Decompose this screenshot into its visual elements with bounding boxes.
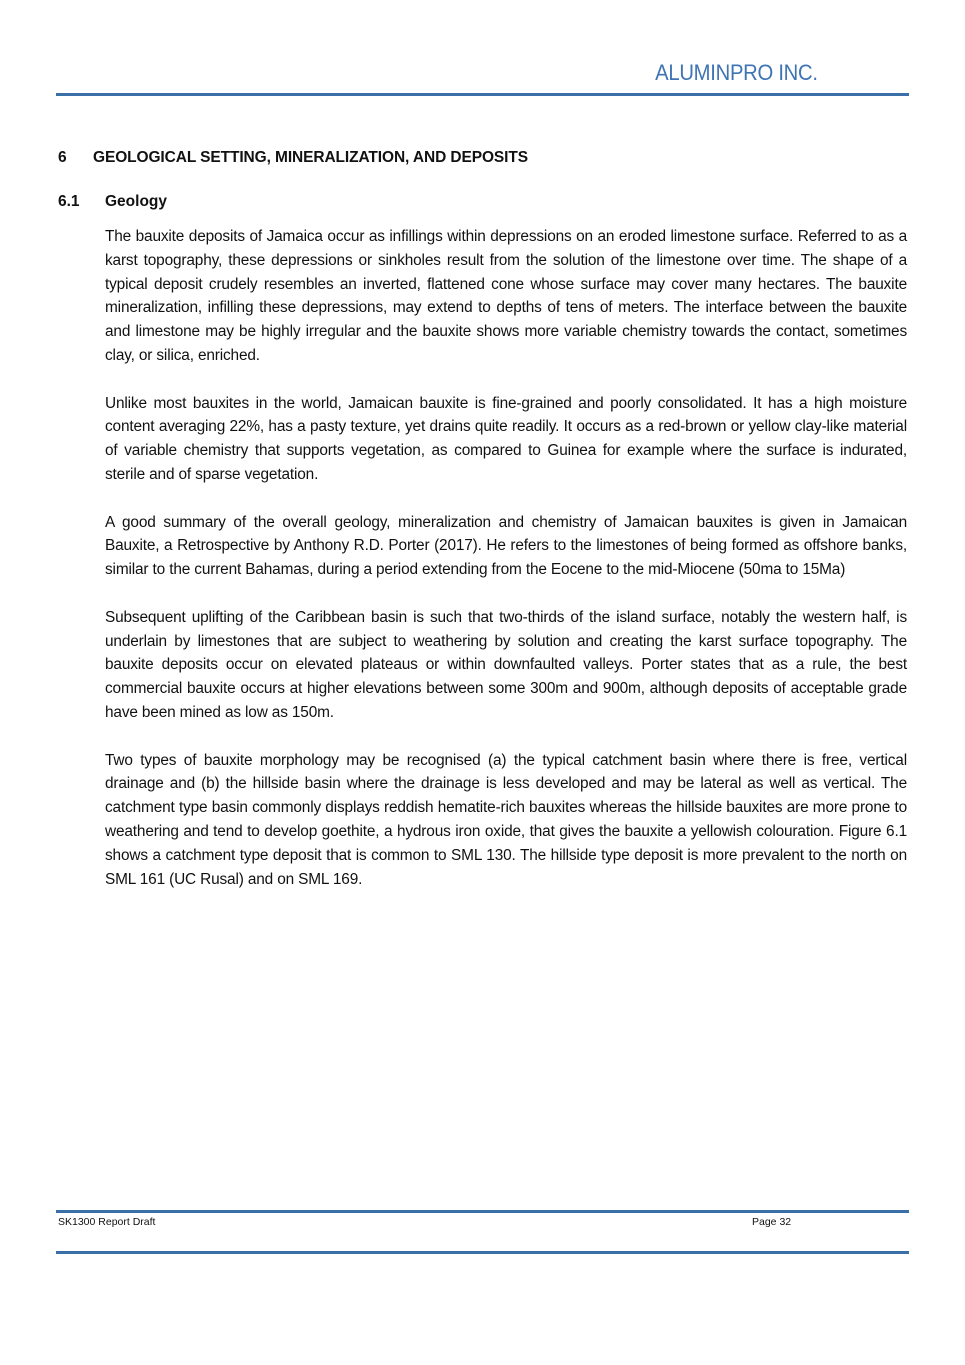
footer-page-number: Page 32 <box>752 1216 792 1228</box>
paragraph: The bauxite deposits of Jamaica occur as infillings within depressions on an eroded limestone surface. Referred to as a karst topography, these depressions or sinkholes result from the solution of the limestone over time. The shape of a typical deposit crudely resembles an inverted, flattened cone whose surface may cover many hectares. The bauxite mineralization, infilling these depressions, may extend to depths of tens of meters. The interface between the bauxite and limestone may be highly irregular and the bauxite shows more variable chemistry towards the contact, sometimes clay, or silica, enriched. <box>105 228 907 364</box>
body-text <box>105 225 907 915</box>
subsection-number: 6.1 <box>58 193 80 210</box>
section-title: GEOLOGICAL SETTING, MINERALIZATION, AND DEPOSITS <box>93 149 528 166</box>
footer-divider-bottom <box>56 1251 909 1254</box>
section-number: 6 <box>58 149 67 166</box>
subsection-heading <box>58 193 167 211</box>
paragraph: Two types of bauxite morphology may be recognised (a) the typical catchment basin where there is free, vertical drainage and (b) the hillside basin where the drainage is less developed and may be lateral as well as vertical. The catchment type basin commonly displays reddish hematite-rich bauxites whereas the hillside bauxites are more prone to weathering and tend to develop goethite, a hydrous iron oxide, that gives the bauxite a yellowish colouration. Figure 6.1 shows a catchment type deposit that is common to SML 130. The hillside type deposit is more prevalent to the north on SML 161 (UC Rusal) and on SML 169. <box>105 751 907 888</box>
company-name: ALUMINPRO INC. <box>655 60 818 85</box>
footer-divider-top <box>56 1210 909 1213</box>
paragraph: Subsequent uplifting of the Caribbean basin is such that two-thirds of the island surface, notably the western half, is underlain by limestones that are subject to weathering by solution and creating the karst surface topography. The bauxite deposits occur on elevated plateaus or within downfaulted valleys. Porter states that as a rule, the best commercial bauxite occurs at higher elevations between some 300m and 900m, although deposits of acceptable grade have been mined as low as 150m. <box>105 608 907 721</box>
paragraph: Unlike most bauxites in the world, Jamaican bauxite is fine-grained and poorly consolidated. It has a high moisture content averaging 22%, has a pasty texture, yet drains quite readily. It occurs as a red-brown or yellow clay-like material of variable chemistry that supports vegetation, as compared to Guinea for example where the surface is indurated, sterile and of sparse vegetation. <box>105 394 907 483</box>
subsection-title: Geology <box>105 193 168 210</box>
footer-document-name: SK1300 Report Draft <box>58 1216 156 1228</box>
header-divider <box>56 93 909 96</box>
paragraph: A good summary of the overall geology, mineralization and chemistry of Jamaican bauxites is given in Jamaican Bauxite, a Retrospective by Anthony R.D. Porter (2017). He refers to the limestones of being formed as offshore banks, similar to the current Bahamas, during a period extending from the Eocene to the mid-Miocene (50ma to 15Ma) <box>105 513 907 579</box>
section-heading <box>58 149 528 167</box>
